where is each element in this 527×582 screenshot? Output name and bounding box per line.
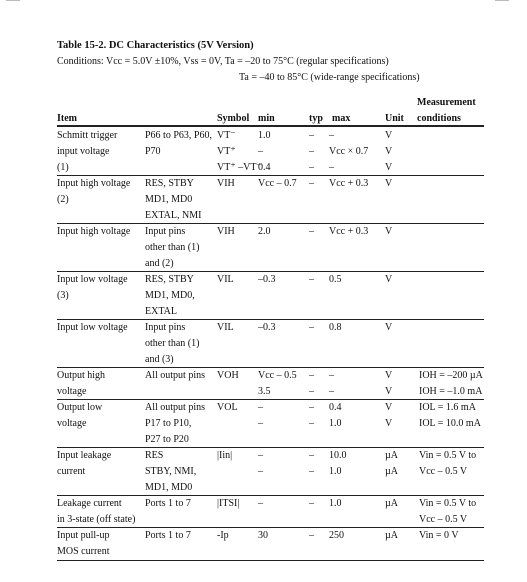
row-item: voltage xyxy=(57,418,87,429)
row-min: Vcc – 0.7 xyxy=(258,178,297,189)
row-item: Input low voltage xyxy=(57,274,128,285)
row-typ: – xyxy=(309,274,314,285)
row-separator xyxy=(57,223,484,224)
row-unit: V xyxy=(385,322,393,333)
row-typ: – xyxy=(309,162,314,173)
row-typ: – xyxy=(309,530,314,541)
row-pins: P17 to P10, xyxy=(145,418,192,429)
row-symbol: VIH xyxy=(217,178,235,189)
row-pins: and (3) xyxy=(145,354,174,365)
row-measurement: Vcc – 0.5 V xyxy=(419,514,468,525)
row-max: 1.0 xyxy=(329,466,342,477)
row-separator xyxy=(57,447,484,448)
row-pins: All output pins xyxy=(145,370,206,381)
row-item: Output low xyxy=(57,402,103,413)
row-item: Input low voltage xyxy=(57,322,128,333)
row-pins: MD1, MD0 xyxy=(145,482,193,493)
row-unit: V xyxy=(385,146,393,157)
row-max: – xyxy=(329,162,334,173)
row-min: – xyxy=(258,466,263,477)
row-pins: RES, STBY xyxy=(145,274,194,285)
row-min: 0.4 xyxy=(258,162,271,173)
row-unit: V xyxy=(385,418,393,429)
row-pins: P66 to P63, P60, xyxy=(145,130,212,141)
row-pins: Input pins xyxy=(145,226,186,237)
row-unit: V xyxy=(385,130,393,141)
row-pins: P27 to P20 xyxy=(145,434,189,445)
row-symbol: |Iin| xyxy=(217,450,233,461)
row-pins: other than (1) xyxy=(145,338,200,349)
row-separator xyxy=(57,175,484,176)
row-typ: – xyxy=(309,322,314,333)
header-conditions: conditions xyxy=(417,113,461,124)
header-symbol: Symbol xyxy=(217,113,250,124)
row-max: – xyxy=(329,370,334,381)
row-min: 2.0 xyxy=(258,226,271,237)
row-max: Vcc + 0.3 xyxy=(329,226,369,237)
row-min: 30 xyxy=(258,530,268,541)
row-max: – xyxy=(329,130,334,141)
row-symbol: VIL xyxy=(217,322,234,333)
row-max: 1.0 xyxy=(329,418,342,429)
row-item: (3) xyxy=(57,290,69,301)
row-min: – xyxy=(258,146,263,157)
row-measurement: Vcc – 0.5 V xyxy=(419,466,468,477)
row-unit: V xyxy=(385,386,393,397)
row-separator xyxy=(57,399,484,400)
row-pins: P70 xyxy=(145,146,161,157)
row-item: current xyxy=(57,466,86,477)
row-symbol: VT⁺ xyxy=(217,146,236,157)
row-pins: EXTAL, NMI xyxy=(145,210,202,221)
row-item: Input leakage xyxy=(57,450,112,461)
row-unit: µA xyxy=(385,450,398,461)
header-rule xyxy=(57,125,484,127)
row-typ: – xyxy=(309,498,314,509)
row-item: (2) xyxy=(57,194,69,205)
row-pins: RES, STBY xyxy=(145,178,194,189)
row-pins: Input pins xyxy=(145,322,186,333)
row-typ: – xyxy=(309,466,314,477)
row-max: – xyxy=(329,386,334,397)
row-unit: µA xyxy=(385,530,398,541)
row-item: voltage xyxy=(57,386,87,397)
row-measurement: Vin = 0 V xyxy=(419,530,459,541)
row-min: Vcc – 0.5 xyxy=(258,370,297,381)
row-item: MOS current xyxy=(57,546,110,557)
row-typ: – xyxy=(309,178,314,189)
row-typ: – xyxy=(309,386,314,397)
row-separator xyxy=(57,319,484,320)
row-item: Input high voltage xyxy=(57,178,131,189)
row-max: 0.4 xyxy=(329,402,342,413)
header-min: min xyxy=(258,113,275,124)
row-unit: V xyxy=(385,162,393,173)
row-unit: V xyxy=(385,370,393,381)
row-item: input voltage xyxy=(57,146,110,157)
row-min: – xyxy=(258,402,263,413)
header-max: max xyxy=(332,113,351,124)
row-min: –0.3 xyxy=(258,274,276,285)
row-unit: V xyxy=(385,402,393,413)
row-unit: µA xyxy=(385,498,398,509)
row-measurement: Vin = 0.5 V to xyxy=(419,498,477,509)
row-symbol: VT⁻ xyxy=(217,130,236,141)
header-measurement: Measurement xyxy=(417,97,476,108)
row-unit: V xyxy=(385,226,393,237)
row-typ: – xyxy=(309,146,314,157)
row-separator xyxy=(57,527,484,528)
row-max: 250 xyxy=(329,530,344,541)
row-measurement: IOH = –200 µA xyxy=(419,370,483,381)
table-title: Table 15-2. DC Characteristics (5V Version) xyxy=(57,40,254,51)
row-pins: Ports 1 to 7 xyxy=(145,498,191,509)
row-symbol: |ITSI| xyxy=(217,498,240,509)
row-item: Schmitt trigger xyxy=(57,130,118,141)
header-item: Item xyxy=(57,113,77,124)
row-measurement: IOL = 1.6 mA xyxy=(419,402,476,413)
row-max: 10.0 xyxy=(329,450,347,461)
row-min: – xyxy=(258,498,263,509)
row-typ: – xyxy=(309,418,314,429)
row-pins: MD1, MD0 xyxy=(145,194,193,205)
row-max: 0.8 xyxy=(329,322,342,333)
row-unit: µA xyxy=(385,466,398,477)
row-symbol: -Ip xyxy=(217,530,229,541)
row-separator xyxy=(57,495,484,496)
row-measurement: IOH = –1.0 mA xyxy=(419,386,483,397)
row-item: Leakage current xyxy=(57,498,122,509)
row-separator xyxy=(57,271,484,272)
row-item: Input pull-up xyxy=(57,530,110,541)
row-symbol: VT⁺ –VT⁻ xyxy=(217,162,262,173)
row-max: 0.5 xyxy=(329,274,342,285)
row-pins: All output pins xyxy=(145,402,206,413)
row-item: in 3-state (off state) xyxy=(57,514,136,525)
row-item: (1) xyxy=(57,162,69,173)
row-pins: MD1, MD0, xyxy=(145,290,195,301)
row-pins: other than (1) xyxy=(145,242,200,253)
row-pins: EXTAL xyxy=(145,306,177,317)
row-max: Vcc + 0.3 xyxy=(329,178,369,189)
row-typ: – xyxy=(309,226,314,237)
row-min: – xyxy=(258,450,263,461)
row-typ: – xyxy=(309,450,314,461)
row-measurement: IOL = 10.0 mA xyxy=(419,418,481,429)
row-min: 3.5 xyxy=(258,386,271,397)
row-unit: V xyxy=(385,178,393,189)
row-min: 1.0 xyxy=(258,130,271,141)
row-symbol: VIL xyxy=(217,274,234,285)
row-unit: V xyxy=(385,274,393,285)
row-symbol: VOL xyxy=(217,402,238,413)
row-measurement: Vin = 0.5 V to xyxy=(419,450,477,461)
row-min: – xyxy=(258,418,263,429)
row-min: –0.3 xyxy=(258,322,276,333)
row-max: 1.0 xyxy=(329,498,342,509)
row-symbol: VIH xyxy=(217,226,235,237)
row-separator xyxy=(57,560,484,561)
row-pins: and (2) xyxy=(145,258,174,269)
row-symbol: VOH xyxy=(217,370,239,381)
row-pins: STBY, NMI, xyxy=(145,466,197,477)
header-unit: Unit xyxy=(385,113,404,124)
header-typ: typ xyxy=(309,113,323,124)
row-pins: Ports 1 to 7 xyxy=(145,530,191,541)
row-separator xyxy=(57,367,484,368)
row-item: Output high xyxy=(57,370,106,381)
row-pins: RES xyxy=(145,450,164,461)
row-typ: – xyxy=(309,402,314,413)
row-typ: – xyxy=(309,130,314,141)
corner-mark-right xyxy=(495,0,509,1)
row-item: Input high voltage xyxy=(57,226,131,237)
row-max: Vcc × 0.7 xyxy=(329,146,369,157)
conditions-line-2: Ta = –40 to 85°C (wide-range specifications) xyxy=(239,72,420,83)
conditions-line-1: Conditions: Vcc = 5.0V ±10%, Vss = 0V, Ta = –20 to 75°C (regular specifications) xyxy=(57,56,389,67)
row-typ: – xyxy=(309,370,314,381)
corner-mark-left xyxy=(6,0,20,1)
